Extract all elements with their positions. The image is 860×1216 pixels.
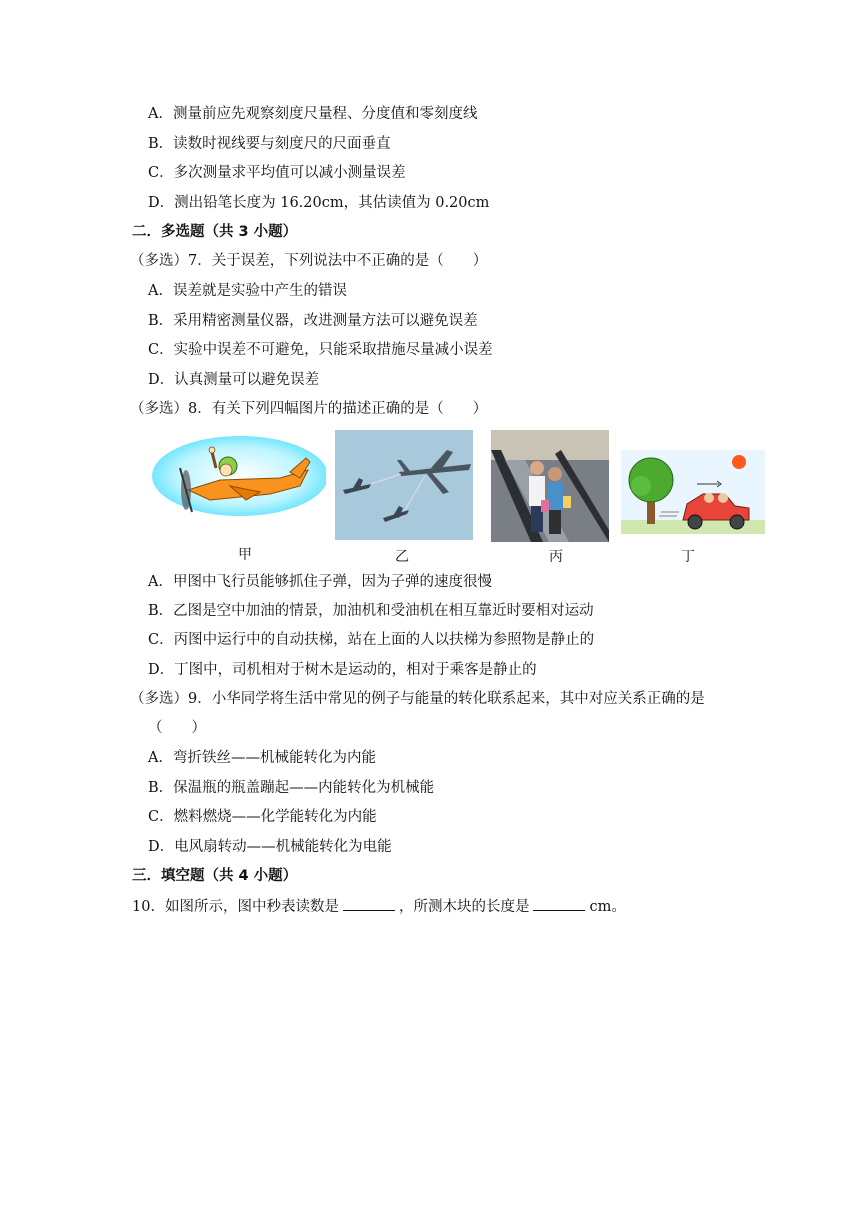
q10-stem <box>132 896 626 917</box>
caption-bing: 丙 <box>549 549 563 565</box>
q10-text-part3: cm。 <box>589 899 626 915</box>
q6-option-b: B．读数时视线要与刻度尺的尺面垂直 <box>148 136 391 152</box>
q10-text-part1: 10．如图所示，图中秒表读数是 <box>132 899 339 915</box>
q6-option-c: C．多次测量求平均值可以减小测量误差 <box>148 165 406 181</box>
q9-option-c: C．燃料燃烧——化学能转化为内能 <box>148 809 377 825</box>
q7-option-d: D．认真测量可以避免误差 <box>148 372 320 388</box>
q7-option-b: B．采用精密测量仪器，改进测量方法可以避免误差 <box>148 313 478 329</box>
q10-text-part2: ，所测木块的长度是 <box>398 899 530 915</box>
aerial-refueling-picture <box>335 430 473 540</box>
q7-option-a: A．误差就是实验中产生的错误 <box>148 283 347 299</box>
q7-stem: （多选）7．关于误差，下列说法中不正确的是（ ） <box>130 253 488 269</box>
q6-option-d: D．测出铅笔长度为 16.20cm，其估读值为 0.20cm <box>148 195 490 211</box>
q9-answer-bracket: （ ） <box>148 720 206 736</box>
q8-option-d: D．丁图中，司机相对于树木是运动的，相对于乘客是静止的 <box>148 662 537 678</box>
caption-ding: 丁 <box>681 549 695 565</box>
escalator-picture <box>491 430 609 542</box>
q10-blank-stopwatch[interactable] <box>343 896 395 911</box>
q8-option-b: B．乙图是空中加油的情景，加油机和受油机在相互靠近时要相对运动 <box>148 603 594 619</box>
caption-jia: 甲 <box>238 547 252 563</box>
section-heading-fill-in: 三．填空题（共 4 小题） <box>132 868 298 884</box>
q6-option-a: A．测量前应先观察刻度尺量程、分度值和零刻度线 <box>148 106 478 122</box>
q8-stem: （多选）8．有关下列四幅图片的描述正确的是（ ） <box>130 401 488 417</box>
q10-blank-length[interactable] <box>533 896 585 911</box>
q7-option-c: C．实验中误差不可避免，只能采取措施尽量减小误差 <box>148 342 493 358</box>
q9-option-a: A．弯折铁丝——机械能转化为内能 <box>148 750 376 766</box>
car-tree-picture <box>621 450 765 534</box>
q8-option-c: C．丙图中运行中的自动扶梯，站在上面的人以扶梯为参照物是静止的 <box>148 632 595 648</box>
q9-stem: （多选）9．小华同学将生活中常见的例子与能量的转化联系起来，其中对应关系正确的是 <box>130 691 705 707</box>
section-heading-multi-choice: 二．多选题（共 3 小题） <box>132 224 298 240</box>
caption-yi: 乙 <box>395 549 409 565</box>
q8-option-a: A．甲图中飞行员能够抓住子弹，因为子弹的速度很慢 <box>148 574 492 590</box>
pilot-airplane-picture <box>150 428 326 520</box>
q9-option-b: B．保温瓶的瓶盖蹦起——内能转化为机械能 <box>148 780 435 796</box>
q9-option-d: D．电风扇转动——机械能转化为电能 <box>148 839 392 855</box>
